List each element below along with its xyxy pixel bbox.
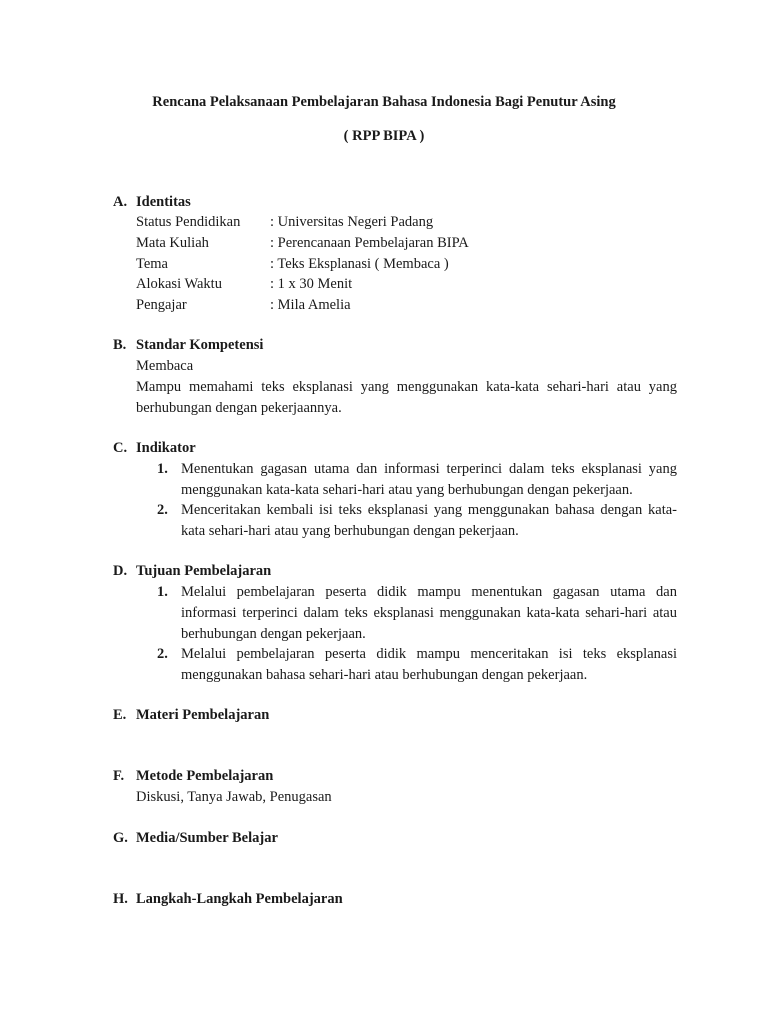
identity-row-status xyxy=(136,214,433,231)
section-letter: H. xyxy=(113,891,128,907)
section-h-heading xyxy=(113,891,343,908)
item-number: 2. xyxy=(157,646,168,662)
objective-item xyxy=(157,582,677,645)
objective-item xyxy=(157,644,677,686)
identity-value: : Perencanaan Pembelajaran BIPA xyxy=(270,235,469,251)
identity-row-teacher xyxy=(136,297,351,314)
identity-value: : 1 x 30 Menit xyxy=(270,276,353,292)
identity-label: Tema xyxy=(136,256,168,272)
identity-label: Pengajar xyxy=(136,297,187,313)
section-e-heading xyxy=(113,707,269,724)
item-text: Melalui pembelajaran peserta didik mampu menentukan gagasan utama dan informasi terperinci dalam teks eksplanasi menggunakan kata-kata sehari-hari atau berhubungan dengan pekerjaan. xyxy=(181,584,677,642)
section-letter: G. xyxy=(113,830,128,846)
item-text: Menceritakan kembali isi teks eksplanasi yang menggunakan bahasa dengan kata-kata sehari-hari atau yang berhubungan dengan pekerjaan. xyxy=(181,502,677,539)
identity-value: : Universitas Negeri Padang xyxy=(270,214,434,230)
section-letter: B. xyxy=(113,337,127,353)
identity-row-course xyxy=(136,235,469,252)
section-b-heading xyxy=(113,337,263,354)
competency-text: Mampu memahami teks eksplanasi yang menggunakan kata-kata sehari-hari atau yang berhubungan dengan pekerjaannya. xyxy=(136,379,677,416)
section-letter: D. xyxy=(113,563,128,579)
section-letter: F. xyxy=(113,768,125,784)
section-title: Standar Kompetensi xyxy=(136,337,264,353)
section-d-heading xyxy=(113,563,271,580)
document-subtitle: ( RPP BIPA ) xyxy=(343,128,425,144)
identity-label: Mata Kuliah xyxy=(136,235,209,251)
item-number: 1. xyxy=(157,584,168,600)
identity-row-theme xyxy=(136,256,449,273)
section-title: Tujuan Pembelajaran xyxy=(136,563,272,579)
section-letter: E. xyxy=(113,707,127,723)
identity-label: Alokasi Waktu xyxy=(136,276,222,292)
section-title: Materi Pembelajaran xyxy=(136,707,270,723)
section-a-heading xyxy=(113,194,191,211)
section-title: Metode Pembelajaran xyxy=(136,768,274,784)
section-letter: A. xyxy=(113,194,128,210)
indicator-item xyxy=(157,459,677,501)
identity-row-time xyxy=(136,276,352,293)
item-number: 1. xyxy=(157,461,168,477)
section-title: Identitas xyxy=(136,194,191,210)
method-text: Diskusi, Tanya Jawab, Penugasan xyxy=(136,789,332,805)
section-letter: C. xyxy=(113,440,128,456)
identity-label: Status Pendidikan xyxy=(136,214,241,230)
item-text: Menentukan gagasan utama dan informasi terperinci dalam teks eksplanasi yang menggunakan kata-kata sehari-hari atau yang berhubungan dengan pekerjaan. xyxy=(181,461,677,498)
section-g-heading xyxy=(113,830,278,847)
section-title: Langkah-Langkah Pembelajaran xyxy=(136,891,343,907)
section-title: Media/Sumber Belajar xyxy=(136,830,278,846)
section-title: Indikator xyxy=(136,440,196,456)
item-number: 2. xyxy=(157,502,168,518)
competency-sub: Membaca xyxy=(136,358,194,374)
identity-value: : Mila Amelia xyxy=(270,297,351,313)
item-text: Melalui pembelajaran peserta didik mampu menceritakan isi teks eksplanasi menggunakan bahasa sehari-hari atau berhubungan dengan pekerjaan. xyxy=(181,646,677,683)
section-c-heading xyxy=(113,440,196,457)
document-title: Rencana Pelaksanaan Pembelajaran Bahasa Indonesia Bagi Penutur Asing xyxy=(152,94,616,110)
section-f-heading xyxy=(113,768,273,785)
indicator-item xyxy=(157,500,677,542)
identity-value: : Teks Eksplanasi ( Membaca ) xyxy=(270,256,449,272)
